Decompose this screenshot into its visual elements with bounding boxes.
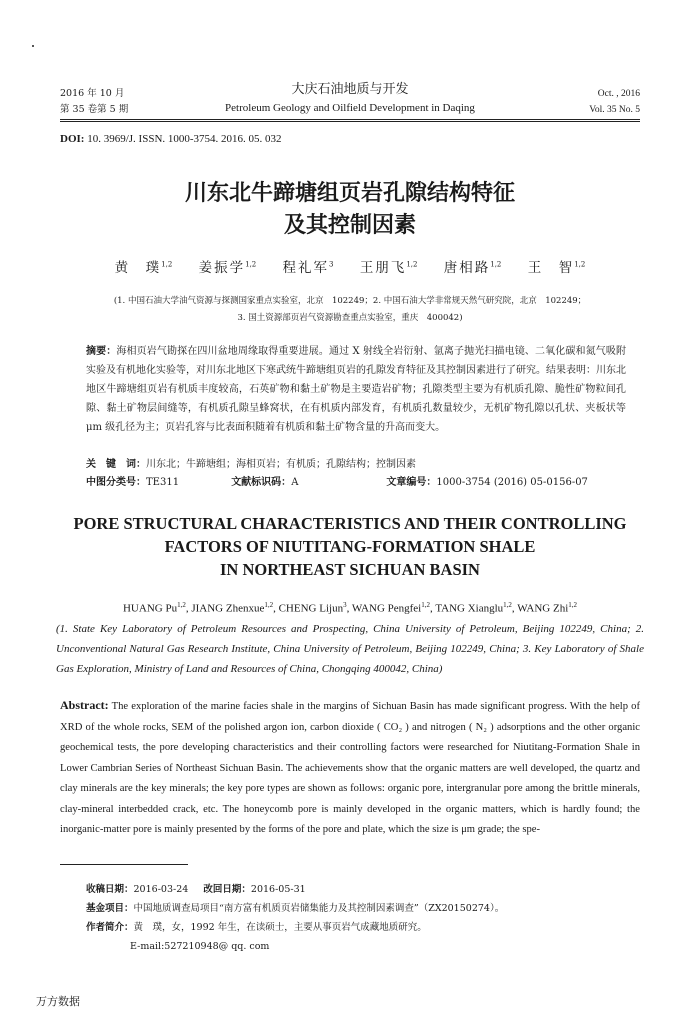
author-en-name: WANG Pengfei bbox=[351, 602, 422, 615]
doi-value: 10. 3969/J. ISSN. 1000-3754. 2016. 05. 032 bbox=[87, 133, 282, 145]
authors-cn bbox=[0, 256, 700, 276]
author-en-sup: 1,2 bbox=[503, 601, 512, 609]
title-cn bbox=[0, 178, 700, 242]
author-en-name: TANG Xianglu bbox=[435, 602, 504, 615]
author-cn bbox=[283, 260, 334, 276]
author-cn-name: 黄 璞 bbox=[114, 260, 162, 276]
author-cn-name: 王朋飞 bbox=[359, 260, 407, 276]
received-label: 收稿日期： bbox=[86, 884, 134, 895]
abstract-en-text: The exploration of the marine facies shale in the margins of Sichuan Basin has made significant progress. With the help of XRD of the whole rocks, SEM of the polished argon ion, carbon dioxide ( CO₂ ) and nitrogen ( N₂ ) adsorptions and the other organic geochemical tests, the pore developing characteristics and their controlling factors were researched for Niutitang-Formation Shale in Lower Cambrian Series of Northeast Sichuan Basin. The achievements show that the organic matters are well developed, the quartz and clay minerals are the key minerals; the key pore types are shown as follows: organic pore, intergranular pore among the brittle minerals, clay-mineral interbedded crack, etc. The honeycomb pore is mainly developed in the organic matters, which is hardly found; the inorganic-matter pore is mainly presented by the forms of the pore and plate, which the size is μm grade; the spe- bbox=[60, 701, 640, 835]
author-cn bbox=[115, 260, 173, 276]
abstract-en-label: Abstract: bbox=[60, 698, 109, 712]
doc-code-label: 文献标识码： bbox=[231, 477, 292, 488]
header-rule-2 bbox=[60, 121, 640, 122]
clc-label: 中图分类号： bbox=[86, 477, 146, 488]
author-en-sup: 1,2 bbox=[568, 601, 578, 609]
header-volume-cn: 第 35 卷第 5 期 bbox=[60, 104, 129, 115]
email: E-mail:527210948@ qq. com bbox=[130, 941, 270, 952]
fund-line bbox=[86, 899, 626, 918]
classification-line bbox=[86, 473, 626, 488]
abstract-cn-label: 摘要： bbox=[86, 346, 117, 357]
author-cn-sup: 1,2 bbox=[490, 260, 502, 269]
authors-en: HUANG Pu$^{1,2}$, JIANG Zhenxue$^{1,2}$, CHENG Lijun$^3$, WANG Pengfei$^{1,2}$, TANG Xianglu$^{1,2}$, WANG Zhi$^{1,2}$ bbox=[122, 601, 578, 615]
author-en-sup: 3 bbox=[343, 601, 347, 609]
doc-code-value: A bbox=[291, 477, 299, 488]
author-bio-line bbox=[86, 918, 626, 937]
affiliation-cn-line2: 3. 国土资源部页岩气资源勘查重点实验室，重庆 400042) bbox=[237, 313, 463, 323]
author-cn-sup: 3 bbox=[329, 260, 334, 269]
author-cn bbox=[360, 260, 418, 276]
header-date-en: Oct. , 2016 bbox=[597, 89, 640, 99]
article-no-value: 1000-3754 (2016) 05-0156-07 bbox=[436, 477, 588, 488]
author-cn-sup: 1,2 bbox=[245, 260, 257, 269]
author-cn-name: 姜振学 bbox=[198, 260, 246, 276]
affiliations-cn bbox=[90, 293, 610, 327]
author-en-name: HUANG Pu bbox=[122, 602, 178, 615]
keywords-cn bbox=[86, 455, 416, 470]
author-cn-name: 唐相路 bbox=[443, 260, 491, 276]
header-volume-en: Vol. 35 No. 5 bbox=[589, 105, 640, 115]
header-date-cn: 2016 年 10 月 bbox=[60, 88, 125, 99]
author-cn bbox=[444, 260, 502, 276]
doi-label: DOI: bbox=[60, 133, 85, 145]
abstract-cn bbox=[86, 342, 626, 437]
clc-value: TE311 bbox=[146, 477, 180, 488]
article-no-label: 文章编号： bbox=[386, 477, 437, 488]
keywords-cn-label: 关 键 词： bbox=[86, 459, 146, 470]
author-en-name: WANG Zhi bbox=[517, 602, 569, 615]
title-cn-line1: 川东北牛蹄塘组页岩孔隙结构特征 bbox=[184, 181, 515, 206]
header-rule bbox=[60, 119, 640, 120]
doi-line bbox=[60, 133, 282, 145]
title-en-line1: PORE STRUCTURAL CHARACTERISTICS AND THEIR CONTROLLING bbox=[73, 514, 627, 533]
author-bio-label: 作者简介： bbox=[86, 922, 134, 933]
author-cn bbox=[199, 260, 257, 276]
author-cn-sup: 1,2 bbox=[406, 260, 418, 269]
author-en-sup: 1,2 bbox=[177, 601, 186, 609]
author-en-sup: 1,2 bbox=[264, 601, 274, 609]
abstract-cn-text: 海相页岩气勘探在四川盆地周缘取得重要进展。通过 X 射线全岩衍射、氩离子抛光扫描电镜、二氧化碳和氮气吸附实验及有机地化实验等，对川东北地区下寒武统牛蹄塘组页岩的孔隙发育特征及其控制因素进行了研究。结果表明：川东北地区牛蹄塘组页岩有机质丰度较高，石英矿物和黏土矿物是主要造岩矿物；孔隙类型主要为有机质孔隙、脆性矿物粒间孔隙、黏土矿物层间缝等，有机质孔隙呈蜂窝状，在有机质内部发育，有机质孔数量较少，无机矿物孔隙以孔状、夹板状等 μm 级孔径为主；页岩孔容与比表面积随着有机质和黏土矿物含量的升高而变大。 bbox=[86, 346, 626, 433]
scan-dot bbox=[32, 45, 34, 47]
author-cn-sup: 1,2 bbox=[161, 260, 173, 269]
journal-title-cn: 大庆石油地质与开发 bbox=[291, 82, 409, 97]
fund-value: 中国地质调查局项目“南方富有机质页岩储集能力及其控制因素调查”（ZX20150274）。 bbox=[133, 903, 505, 914]
watermark-text: 万方数据 bbox=[36, 995, 80, 1008]
abstract-en bbox=[60, 695, 640, 841]
keywords-cn-text: 川东北；牛蹄塘组；海相页岩；有机质；孔隙结构；控制因素 bbox=[146, 459, 416, 470]
received-value: 2016-03-24 bbox=[133, 884, 189, 895]
footnote-rule bbox=[60, 864, 188, 865]
revised-label: 改回日期： bbox=[203, 884, 251, 895]
author-cn-sup: 1,2 bbox=[574, 260, 586, 269]
author-bio-value: 黄 璞，女，1992 年生，在读硕士，主要从事页岩气成藏地质研究。 bbox=[133, 922, 427, 933]
fund-label: 基金项目： bbox=[86, 903, 134, 914]
title-en-line3: IN NORTHEAST SICHUAN BASIN bbox=[220, 560, 480, 579]
affiliation-cn-line1: (1. 中国石油大学油气资源与探测国家重点实验室，北京 102249；2. 中国石油大学非常规天然气研究院，北京 102249； bbox=[113, 296, 587, 306]
author-en-name: CHENG Lijun bbox=[278, 602, 344, 615]
revised-value: 2016-05-31 bbox=[250, 884, 306, 895]
title-cn-line2: 及其控制因素 bbox=[283, 213, 416, 238]
author-cn-name: 王 智 bbox=[527, 260, 575, 276]
footnotes bbox=[86, 880, 626, 956]
affiliations-en: (1. State Key Laboratory of Petroleum Resources and Prospecting, China University of Petroleum, Beijing 102249, China; 2. Unconventional Natural Gas Research Institute, China University of Petroleum, Beijing 102249, China; 3. Key Laboratory of Shale Gas Exploration, Ministry of Land and Resources of China, Chongqing 400042, China) bbox=[56, 623, 644, 675]
dates-line bbox=[86, 880, 626, 899]
title-en-line2: FACTORS OF NIUTITANG-FORMATION SHALE bbox=[164, 537, 536, 556]
header-right bbox=[589, 86, 640, 118]
title-en bbox=[0, 512, 700, 581]
author-cn bbox=[528, 260, 586, 276]
author-en-name: JIANG Zhenxue bbox=[191, 602, 265, 615]
author-en-sup: 1,2 bbox=[421, 601, 430, 609]
author-cn-name: 程礼军 bbox=[282, 260, 330, 276]
journal-title-en: Petroleum Geology and Oilfield Development in Daqing bbox=[225, 102, 475, 114]
